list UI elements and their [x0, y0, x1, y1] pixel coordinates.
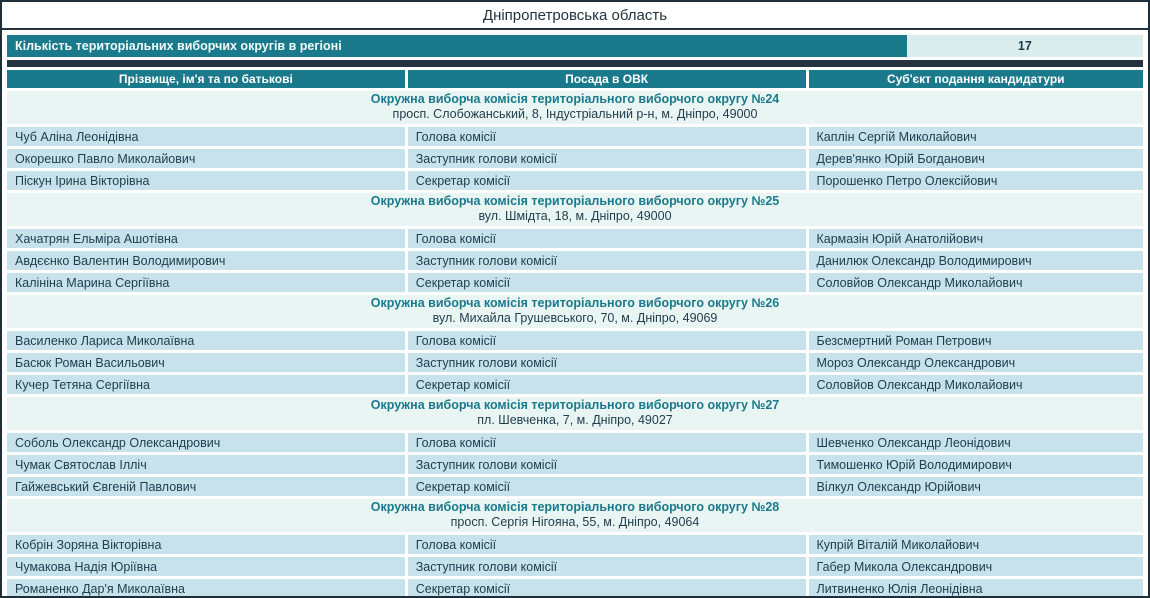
- table-row: [7, 229, 1143, 248]
- cell-nominating-subject: Шевченко Олександр Леонідович: [809, 433, 1144, 452]
- table-row: [7, 375, 1143, 394]
- cell-position: Голова комісії: [408, 229, 806, 248]
- section-address: просп. Сергія Нігояна, 55, м. Дніпро, 49064: [450, 515, 700, 529]
- cell-person-name: Окорешко Павло Миколайович: [7, 149, 405, 168]
- cell-person-name: Хачатрян Ельміра Ашотівна: [7, 229, 405, 248]
- table-row: [7, 535, 1143, 554]
- section-title-row: [7, 397, 1143, 430]
- cell-person-name: Чумакова Надія Юріївна: [7, 557, 405, 576]
- cell-position: Голова комісії: [408, 535, 806, 554]
- cell-nominating-subject: Литвиненко Юлія Леонідівна: [809, 579, 1144, 598]
- cell-position: Голова комісії: [408, 127, 806, 146]
- col-header-name: Прізвище, ім'я та по батькові: [7, 70, 405, 88]
- cell-nominating-subject: Данилюк Олександр Володимирович: [809, 251, 1144, 270]
- section-address: просп. Слобожанський, 8, Індустріальний р-н, м. Дніпро, 49000: [392, 107, 758, 121]
- table-row: [7, 127, 1143, 146]
- cell-nominating-subject: Порошенко Петро Олексійович: [809, 171, 1144, 190]
- cell-position: Голова комісії: [408, 433, 806, 452]
- cell-position: Голова комісії: [408, 331, 806, 350]
- table-row: [7, 433, 1143, 452]
- cell-position: Заступник голови комісії: [408, 455, 806, 474]
- cell-position: Секретар комісії: [408, 375, 806, 394]
- divider-bar: [7, 60, 1143, 67]
- col-header-position: Посада в ОВК: [408, 70, 806, 88]
- section-title: Окружна виборча комісія територіального виборчого округу №26: [370, 296, 780, 310]
- cell-person-name: Чумак Святослав Ілліч: [7, 455, 405, 474]
- cell-nominating-subject: Кармазін Юрій Анатолійович: [809, 229, 1144, 248]
- cell-position: Заступник голови комісії: [408, 149, 806, 168]
- cell-nominating-subject: Соловйов Олександр Миколайович: [809, 273, 1144, 292]
- section-address: пл. Шевченка, 7, м. Дніпро, 49027: [477, 413, 673, 427]
- table-row: [7, 353, 1143, 372]
- cell-position: Секретар комісії: [408, 171, 806, 190]
- section-address: вул. Михайла Грушевського, 70, м. Дніпро, 49069: [432, 311, 718, 325]
- table-row: [7, 149, 1143, 168]
- cell-person-name: Соболь Олександр Олександрович: [7, 433, 405, 452]
- content-area: [2, 35, 1148, 598]
- col-header-subject: Суб'єкт подання кандидатури: [809, 70, 1144, 88]
- summary-label: Кількість територіальних виборчих округів в регіоні: [7, 35, 907, 57]
- cell-person-name: Калініна Марина Сергіївна: [7, 273, 405, 292]
- cell-person-name: Романенко Дар'я Миколаївна: [7, 579, 405, 598]
- table-header-row: [7, 70, 1143, 88]
- table-row: [7, 477, 1143, 496]
- section-title-row: [7, 295, 1143, 328]
- cell-person-name: Авдєєнко Валентин Володимирович: [7, 251, 405, 270]
- section-title-row: [7, 91, 1143, 124]
- cell-nominating-subject: Тимошенко Юрій Володимирович: [809, 455, 1144, 474]
- section-title: Окружна виборча комісія територіального виборчого округу №24: [370, 92, 780, 106]
- cell-nominating-subject: Дерев'янко Юрій Богданович: [809, 149, 1144, 168]
- cell-person-name: Кучер Тетяна Сергіївна: [7, 375, 405, 394]
- section-title-row: [7, 499, 1143, 532]
- cell-person-name: Піскун Ірина Вікторівна: [7, 171, 405, 190]
- cell-nominating-subject: Вілкул Олександр Юрійович: [809, 477, 1144, 496]
- cell-position: Заступник голови комісії: [408, 557, 806, 576]
- cell-position: Секретар комісії: [408, 273, 806, 292]
- section-title: Окружна виборча комісія територіального виборчого округу №25: [370, 194, 780, 208]
- summary-bar: [7, 35, 1143, 57]
- table-row: [7, 579, 1143, 598]
- page-title: Дніпропетровська область: [2, 2, 1148, 30]
- table-row: [7, 273, 1143, 292]
- cell-nominating-subject: Каплін Сергій Миколайович: [809, 127, 1144, 146]
- cell-person-name: Василенко Лариса Миколаївна: [7, 331, 405, 350]
- summary-value: 17: [907, 35, 1143, 57]
- cell-nominating-subject: Безсмертний Роман Петрович: [809, 331, 1144, 350]
- cell-position: Секретар комісії: [408, 579, 806, 598]
- table-row: [7, 251, 1143, 270]
- cell-nominating-subject: Купрій Віталій Миколайович: [809, 535, 1144, 554]
- cell-position: Заступник голови комісії: [408, 353, 806, 372]
- commissions-table: [4, 67, 1146, 598]
- cell-nominating-subject: Габер Микола Олександрович: [809, 557, 1144, 576]
- cell-person-name: Кобрін Зоряна Вікторівна: [7, 535, 405, 554]
- cell-person-name: Чуб Аліна Леонідівна: [7, 127, 405, 146]
- cell-nominating-subject: Мороз Олександр Олександрович: [809, 353, 1144, 372]
- table-row: [7, 557, 1143, 576]
- cell-position: Секретар комісії: [408, 477, 806, 496]
- table-row: [7, 171, 1143, 190]
- table-row: [7, 455, 1143, 474]
- section-title: Окружна виборча комісія територіального виборчого округу №28: [370, 500, 780, 514]
- cell-person-name: Гайжевський Євгеній Павлович: [7, 477, 405, 496]
- cell-position: Заступник голови комісії: [408, 251, 806, 270]
- section-title: Окружна виборча комісія територіального виборчого округу №27: [370, 398, 780, 412]
- table-row: [7, 331, 1143, 350]
- section-title-row: [7, 193, 1143, 226]
- cell-nominating-subject: Соловйов Олександр Миколайович: [809, 375, 1144, 394]
- section-address: вул. Шмідта, 18, м. Дніпро, 49000: [478, 209, 672, 223]
- cell-person-name: Басюк Роман Васильович: [7, 353, 405, 372]
